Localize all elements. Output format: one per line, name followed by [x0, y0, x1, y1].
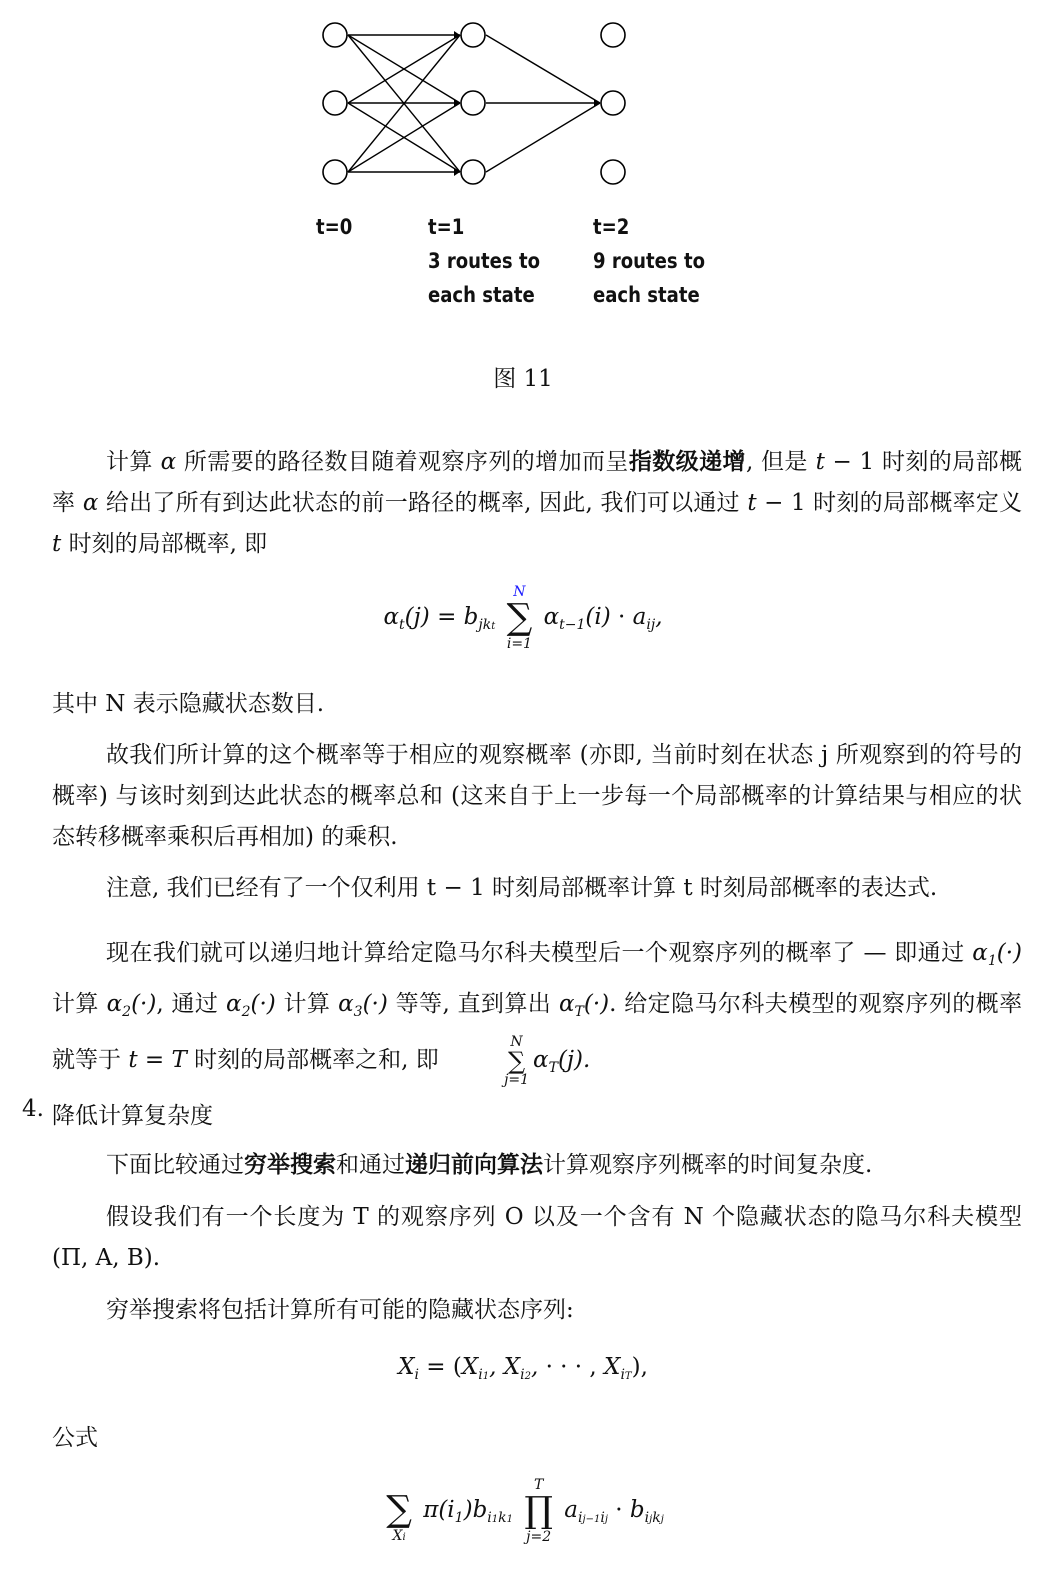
- equation-state-sequence: $X_i = (X_{i1}$, $X_{i2}$, · · · , $X_{iT}$),: [398, 1354, 648, 1383]
- label-t1-each: each state: [428, 283, 535, 307]
- paragraph-6: 下面比较通过穷举搜索和通过递归前向算法计算观察序列概率的时间复杂度.: [106, 1152, 873, 1178]
- label-t2-routes: 9 routes to: [593, 249, 705, 273]
- equation-exhaustive: ∑ Xi $\pi(i_1)b_{i1k1}$ T ∏ j=2 $a_{ij-1ij} \cdot b_{ijkj}$: [386, 1477, 664, 1545]
- paragraph-9: 公式: [52, 1425, 98, 1451]
- equation-forward: $\alpha_t(j) = b_{jkt}$ N ∑ i=1 $\alpha_{t-1}(i) \cdot a_{ij}$,: [383, 584, 663, 652]
- figure-caption: 图 11: [493, 366, 553, 392]
- trellis-figure: [300, 10, 740, 340]
- label-t2: t=2: [593, 215, 630, 239]
- paragraph-2: 其中 N 表示隐藏状态数目.: [52, 691, 325, 717]
- label-t2-each: each state: [593, 283, 700, 307]
- section-title: 降低计算复杂度: [52, 1103, 213, 1129]
- label-t1: t=1: [428, 215, 465, 239]
- paragraph-7: 假设我们有一个长度为 T 的观察序列 O 以及一个含有 N 个隐藏状态的隐马尔科夫模型 (Π, A, B).: [52, 1204, 1022, 1271]
- paragraph-3: 故我们所计算的这个概率等于相应的观察概率 (亦即, 当前时刻在状态 j 所观察到的符号的概率) 与该时刻到达此状态的概率总和 (这来自于上一步每一个局部概率的计算结果与相应的状态转移概率乘积后再相加) 的乘积.: [52, 742, 1022, 850]
- paragraph-1: 计算 α 所需要的路径数目随着观察序列的增加而呈指数级递增, 但是 t − 1 时刻的局部概率 α 给出了所有到达此状态的前一路径的概率, 因此, 我们可以通过 t − 1 时刻的局部概率定义 t 时刻的局部概率, 即: [52, 449, 1023, 557]
- section-number: 4.: [22, 1096, 44, 1122]
- label-t1-routes: 3 routes to: [428, 249, 540, 273]
- trellis-diagram: [300, 10, 740, 210]
- paragraph-5: 现在我们就可以递归地计算给定隐马尔科夫模型后一个观察序列的概率了 — 即通过 $\alpha_1(\cdot)$ 计算 $\alpha_2(\cdot)$, 通过 $\alpha_2(\cdot)$ 计算 $\alpha_3(\cdot)$ 等等, 直到算出 $\alpha_T(\cdot)$. 给定隐马尔科夫模型的观察序列的概率就等于 t = T 时刻的局部概率之和, 即 N ∑ j=1 $\alpha_T(j)$.: [52, 940, 1023, 1088]
- paragraph-4: 注意, 我们已经有了一个仅利用 t − 1 时刻局部概率计算 t 时刻局部概率的表达式.: [106, 875, 938, 901]
- label-t0: t=0: [316, 215, 353, 239]
- paragraph-8: 穷举搜索将包括计算所有可能的隐藏状态序列:: [106, 1297, 574, 1323]
